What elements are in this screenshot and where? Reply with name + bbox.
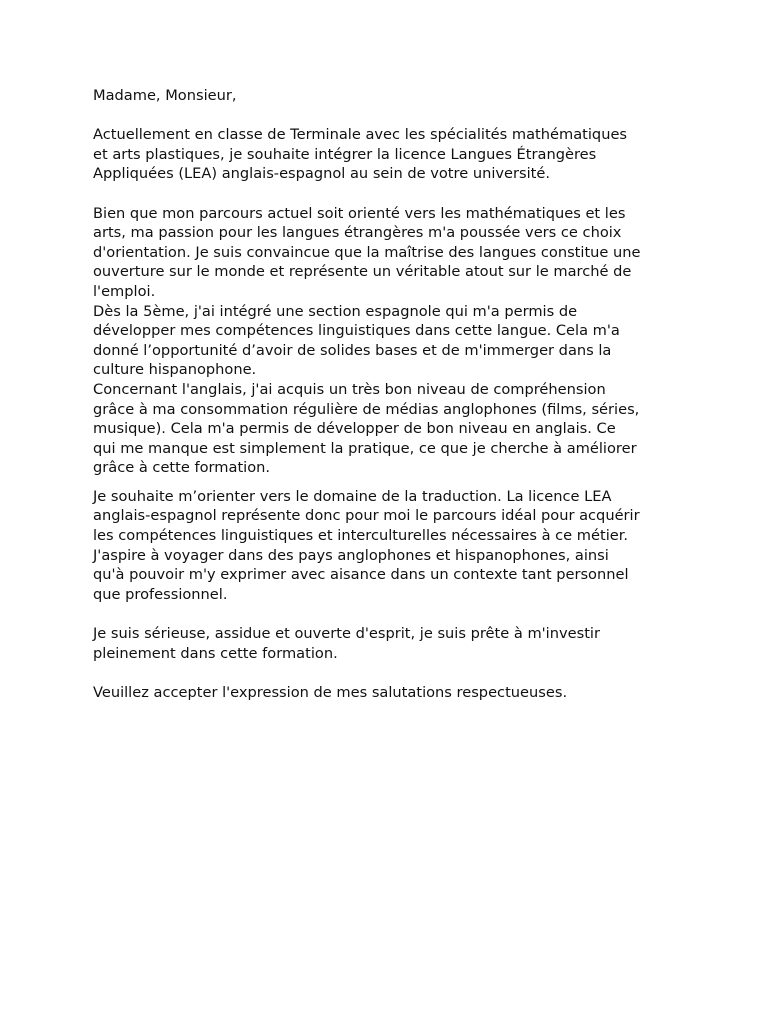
text-line: grâce à cette formation. — [93, 459, 271, 477]
text-line: que professionnel. — [93, 585, 228, 603]
text-line: Concernant l'anglais, j'ai acquis un très bon niveau de compréhension — [93, 380, 606, 398]
text-line: grâce à ma consommation régulière de médias anglophones (films, séries, — [93, 400, 640, 418]
text-line: et arts plastiques, je souhaite intégrer la licence Langues Étrangères — [93, 145, 597, 163]
paragraph-qualities — [93, 624, 693, 663]
closing: Veuillez accepter l'expression de mes salutations respectueuses. — [93, 683, 568, 701]
text-line: Appliquées (LEA) anglais-espagnol au sein de votre université. — [93, 165, 550, 183]
text-line: arts, ma passion pour les langues étrangères m'a poussée vers ce choix — [93, 224, 622, 242]
text-line: l'emploi. — [93, 282, 156, 300]
text-line: Dès la 5ème, j'ai intégré une section espagnole qui m'a permis de — [93, 302, 578, 320]
text-line: donné l’opportunité d’avoir de solides bases et de m'immerger dans la — [93, 341, 612, 359]
text-line: musique). Cela m'a permis de développer de bon niveau en anglais. Ce — [93, 420, 616, 438]
text-line: les compétences linguistiques et interculturelles nécessaires à ce métier. — [93, 527, 629, 545]
paragraph-motivation — [93, 204, 693, 302]
text-line: Je suis sérieuse, assidue et ouverte d'esprit, je suis prête à m'investir — [93, 625, 600, 643]
salutation: Madame, Monsieur, — [93, 87, 237, 104]
text-line: Actuellement en classe de Terminale avec les spécialités mathématiques — [93, 126, 628, 144]
paragraph-intro — [93, 125, 693, 184]
paragraph-career — [93, 487, 693, 605]
text-line: qu'à pouvoir m'y exprimer avec aisance dans un contexte tant personnel — [93, 566, 629, 584]
text-line: ouverture sur le monde et représente un véritable atout sur le marché de — [93, 263, 632, 281]
text-line: Je souhaite m’orienter vers le domaine de la traduction. La licence LEA — [93, 487, 612, 505]
text-line: culture hispanophone. — [93, 361, 257, 379]
text-line: anglais-espagnol représente donc pour moi le parcours idéal pour acquérir — [93, 507, 640, 525]
text-line: qui me manque est simplement la pratique, ce que je cherche à améliorer — [93, 439, 637, 457]
text-line: d'orientation. Je suis convaincue que la maîtrise des langues constitue une — [93, 243, 641, 261]
text-line: développer mes compétences linguistiques dans cette langue. Cela m'a — [93, 322, 620, 340]
text-line: pleinement dans cette formation. — [93, 644, 338, 662]
paragraph-spanish — [93, 302, 693, 380]
text-line: J'aspire à voyager dans des pays anglophones et hispanophones, ainsi — [93, 546, 609, 564]
text-line: Bien que mon parcours actuel soit orienté vers les mathématiques et les — [93, 204, 626, 222]
cover-letter — [93, 86, 693, 702]
paragraph-english — [93, 380, 693, 478]
